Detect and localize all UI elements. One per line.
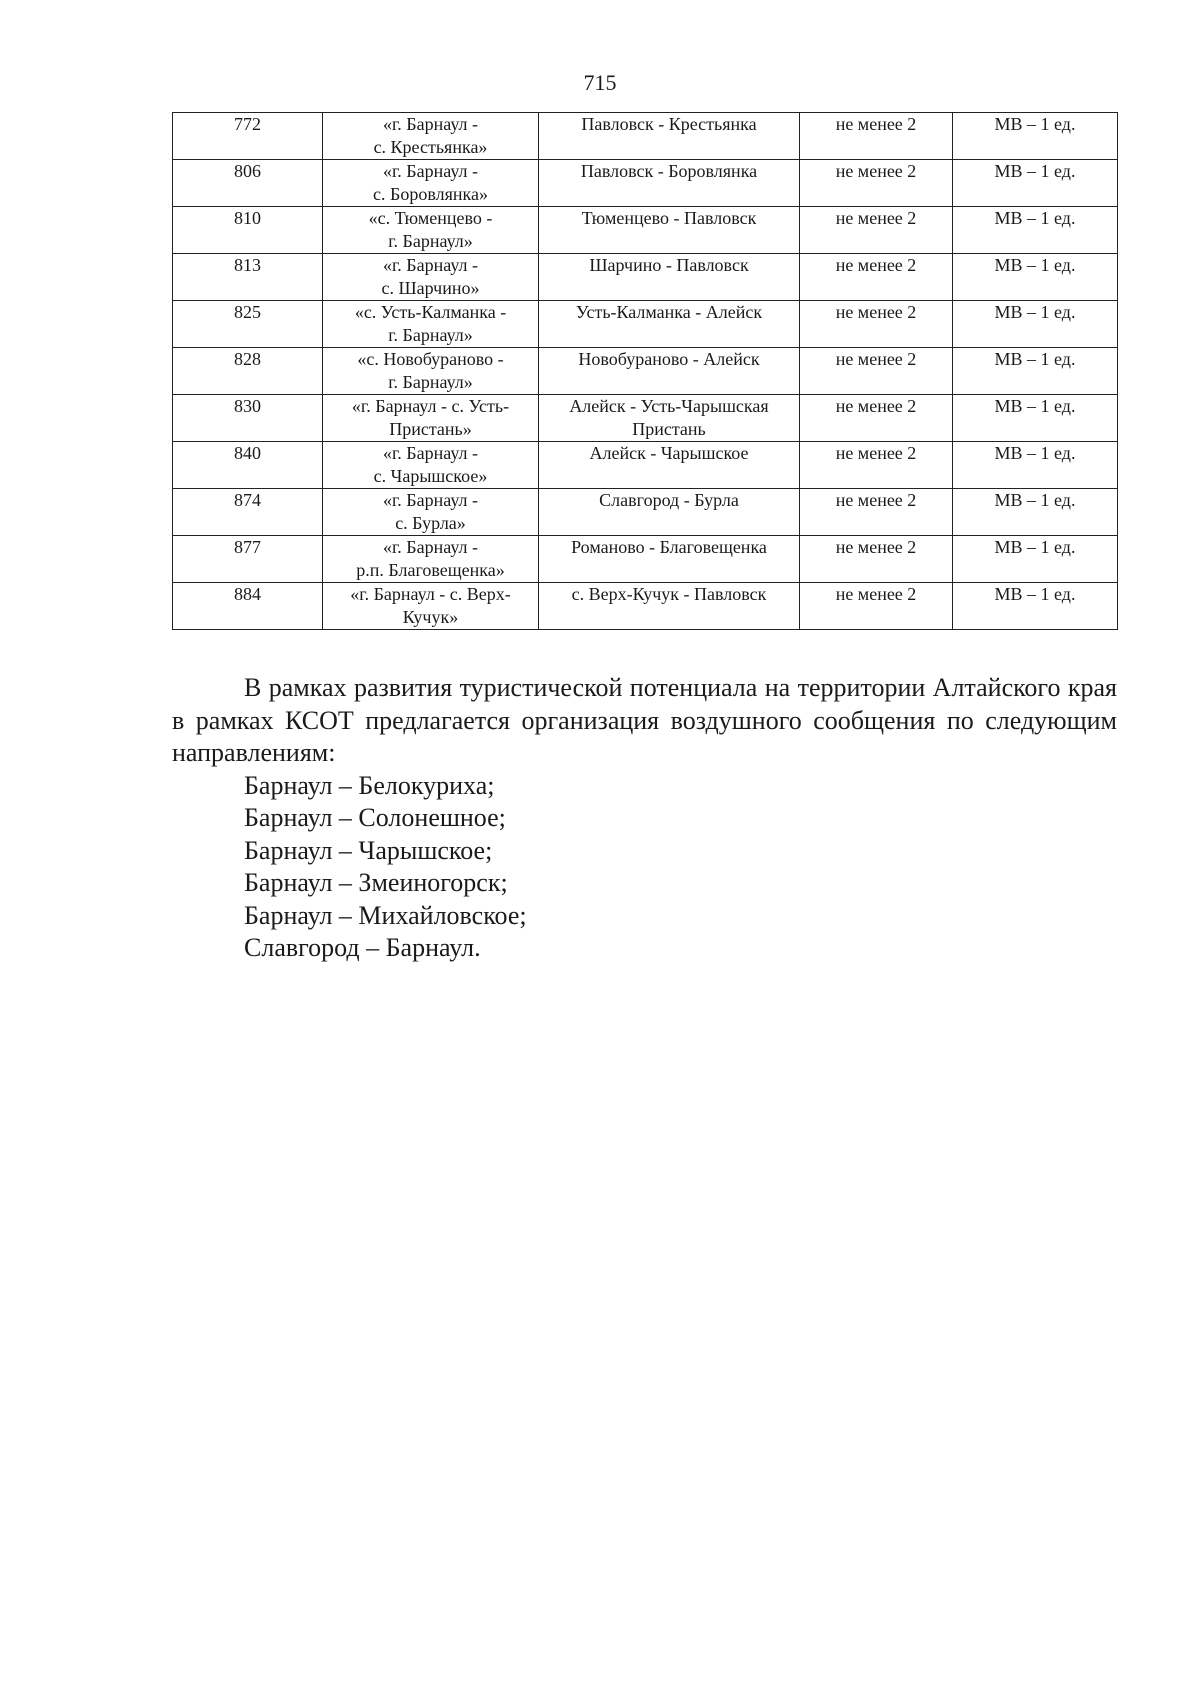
cell-num: 813 [173, 254, 323, 301]
cell-num: 806 [173, 160, 323, 207]
cell-frequency: не менее 2 [800, 160, 953, 207]
cell-num: 840 [173, 442, 323, 489]
table-row [173, 489, 1118, 536]
cell-num: 825 [173, 301, 323, 348]
cell-vehicle: МВ – 1 ед. [953, 207, 1118, 254]
cell-route: «с. Усть-Калманка - г. Барнаул» [323, 301, 539, 348]
cell-path: Славгород - Бурла [539, 489, 800, 536]
table-row [173, 254, 1118, 301]
intro-paragraph: В рамках развития туристической потенциала на территории Алтайского края в рамках КСОТ предлагается организация воздушного сообщения по следующим направлениям: [172, 673, 1117, 767]
cell-vehicle: МВ – 1 ед. [953, 536, 1118, 583]
cell-path: Шарчино - Павловск [539, 254, 800, 301]
table-row [173, 395, 1118, 442]
table-row [173, 536, 1118, 583]
cell-frequency: не менее 2 [800, 113, 953, 160]
cell-frequency: не менее 2 [800, 583, 953, 630]
cell-route: «с. Новобураново - г. Барнаул» [323, 348, 539, 395]
cell-frequency: не менее 2 [800, 348, 953, 395]
direction-item: Барнаул – Михайловское; [244, 900, 527, 930]
cell-frequency: не менее 2 [800, 536, 953, 583]
cell-frequency: не менее 2 [800, 254, 953, 301]
cell-path: с. Верх-Кучук - Павловск [539, 583, 800, 630]
cell-path: Алейск - Усть-Чарышская Пристань [539, 395, 800, 442]
table-row [173, 301, 1118, 348]
cell-route: «г. Барнаул - с. Боровлянка» [323, 160, 539, 207]
directions-list [172, 770, 1117, 965]
table-row [173, 160, 1118, 207]
cell-path: Новобураново - Алейск [539, 348, 800, 395]
cell-route: «г. Барнаул - р.п. Благовещенка» [323, 536, 539, 583]
cell-route: «г. Барнаул - с. Бурла» [323, 489, 539, 536]
cell-vehicle: МВ – 1 ед. [953, 160, 1118, 207]
cell-num: 810 [173, 207, 323, 254]
table-row [173, 207, 1118, 254]
body-text [172, 672, 1117, 965]
cell-frequency: не менее 2 [800, 395, 953, 442]
cell-num: 830 [173, 395, 323, 442]
cell-path: Павловск - Крестьянка [539, 113, 800, 160]
cell-vehicle: МВ – 1 ед. [953, 113, 1118, 160]
direction-item: Барнаул – Чарышское; [244, 835, 493, 865]
cell-path: Усть-Калманка - Алейск [539, 301, 800, 348]
cell-num: 874 [173, 489, 323, 536]
cell-vehicle: МВ – 1 ед. [953, 583, 1118, 630]
cell-num: 772 [173, 113, 323, 160]
direction-item: Барнаул – Змеиногорск; [244, 868, 508, 897]
cell-num: 884 [173, 583, 323, 630]
cell-path: Павловск - Боровлянка [539, 160, 800, 207]
cell-vehicle: МВ – 1 ед. [953, 301, 1118, 348]
cell-path: Тюменцево - Павловск [539, 207, 800, 254]
cell-route: «г. Барнаул - с. Чарышское» [323, 442, 539, 489]
table-row [173, 442, 1118, 489]
cell-route: «г. Барнаул - с. Усть- Пристань» [323, 395, 539, 442]
direction-item: Барнаул – Белокуриха; [244, 770, 495, 800]
cell-frequency: не менее 2 [800, 301, 953, 348]
cell-vehicle: МВ – 1 ед. [953, 489, 1118, 536]
cell-num: 828 [173, 348, 323, 395]
routes-table [172, 112, 1118, 630]
cell-vehicle: МВ – 1 ед. [953, 254, 1118, 301]
cell-vehicle: МВ – 1 ед. [953, 395, 1118, 442]
cell-path: Алейск - Чарышское [539, 442, 800, 489]
table-row [173, 583, 1118, 630]
routes-table-body [173, 113, 1118, 630]
cell-route: «г. Барнаул - с. Верх- Кучук» [323, 583, 539, 630]
cell-frequency: не менее 2 [800, 489, 953, 536]
cell-vehicle: МВ – 1 ед. [953, 348, 1118, 395]
cell-route: «г. Барнаул - с. Шарчино» [323, 254, 539, 301]
direction-item: Барнаул – Солонешное; [244, 803, 506, 832]
cell-route: «г. Барнаул - с. Крестьянка» [323, 113, 539, 160]
cell-frequency: не менее 2 [800, 207, 953, 254]
cell-num: 877 [173, 536, 323, 583]
cell-path: Романово - Благовещенка [539, 536, 800, 583]
cell-frequency: не менее 2 [800, 442, 953, 489]
cell-vehicle: МВ – 1 ед. [953, 442, 1118, 489]
direction-item: Славгород – Барнаул. [244, 933, 481, 962]
cell-route: «с. Тюменцево - г. Барнаул» [323, 207, 539, 254]
table-row [173, 113, 1118, 160]
page-number: 715 [583, 70, 617, 95]
table-row [173, 348, 1118, 395]
